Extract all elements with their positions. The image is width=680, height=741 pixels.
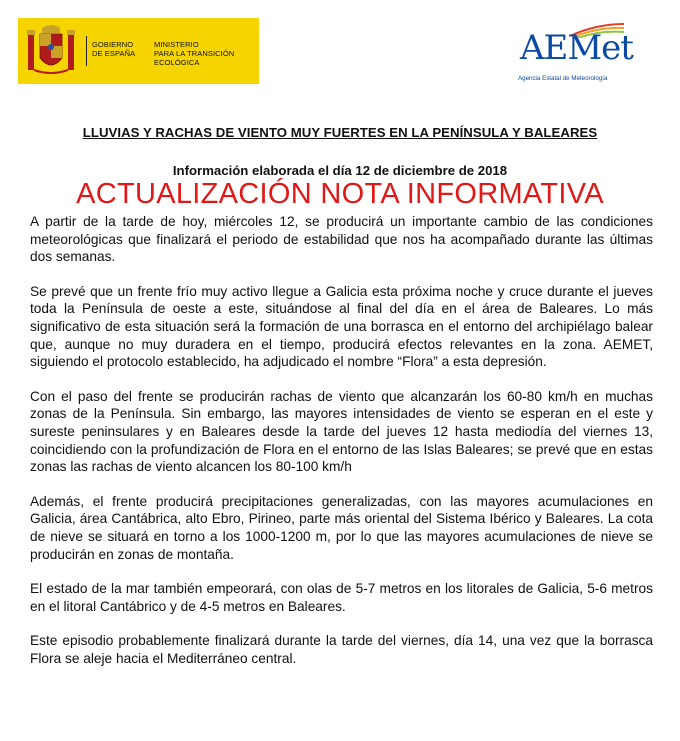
ministerio-label	[154, 40, 259, 67]
document-title: LLUVIAS Y RACHAS DE VIENTO MUY FUERTES EN LA PENÍNSULA Y BALEARES	[82, 125, 598, 140]
gov-left-line-2: DE ESPAÑA	[92, 49, 136, 58]
paragraph: Con el paso del frente se producirán rachas de viento que alcanzarán los 60-80 km/h en muchas zonas de la Península. Sin embargo, las mayores intensidades de viento se esperan en el este y sureste peninsulares y en Baleares desde la tarde del jueves 12 hasta mediodía del viernes 13, coincidiendo con la profundización de Flora en el entorno de las Islas Baleares; se prevé que en estas zonas las rachas de viento alcancen los 80-100 km/h	[30, 388, 653, 475]
paragraph: A partir de la tarde de hoy, miércoles 12, se producirá un importante cambio de las condiciones meteorológicas que finalizará el periodo de estabilidad que nos ha acompañado durante las últimas dos semanas.	[30, 214, 653, 265]
paragraph: El estado de la mar también empeorará, con olas de 5-7 metros en los litorales de Galicia, 5-6 metros en el litoral Cantábrico y de 4-5 metros en Baleares.	[30, 581, 653, 614]
gov-left-line-1: GOBIERNO	[92, 40, 134, 49]
paragraph: Además, el frente producirá precipitaciones generalizadas, con las mayores acumulaciones en Galicia, área Cantábrica, alto Ebro, Pirineo, parte más oriental del Sistema Ibérico y Baleares. La cota de nieve se situará en torno a los 1000-1200 m, por lo que las mayores acumulaciones de nieve se producirán en zonas de montaña.	[30, 493, 653, 562]
document-body	[30, 213, 653, 684]
aemet-wordmark: AEMet	[520, 28, 633, 68]
aemet-subtitle: Agencia Estatal de Meteorología	[518, 75, 608, 82]
gov-right-line-2: PARA LA TRANSICIÓN ECOLÓGICA	[154, 49, 235, 67]
paragraph: Se prevé que un frente frío muy activo llegue a Galicia esta próxima noche y cruce durante el jueves toda la Península de oeste a este, situándose al final del día en el área de Baleares. Lo más significativo de esta situación será la formación de una borrasca en el entorno del archipiélago balear que, aunque no muy duradera en el tiempo, producirá efectos relevantes en la zona. AEMET, siguiendo el protocolo establecido, ha adjudicado el nombre “Flora” a esta depresión.	[30, 283, 653, 370]
date-line: Información elaborada el día 12 de diciembre de 2018	[172, 163, 508, 178]
paragraph: Este episodio probablemente finalizará durante la tarde del viernes, día 14, una vez que la borrasca Flora se aleje hacia el Mediterráneo central.	[30, 633, 653, 666]
logo-divider	[86, 36, 87, 66]
update-heading: ACTUALIZACIÓN NOTA INFORMATIVA	[76, 178, 604, 210]
coat-of-arms-icon	[26, 24, 76, 78]
gobierno-label	[92, 40, 135, 58]
gov-right-line-1: MINISTERIO	[154, 40, 199, 49]
government-logo-block	[18, 18, 259, 84]
